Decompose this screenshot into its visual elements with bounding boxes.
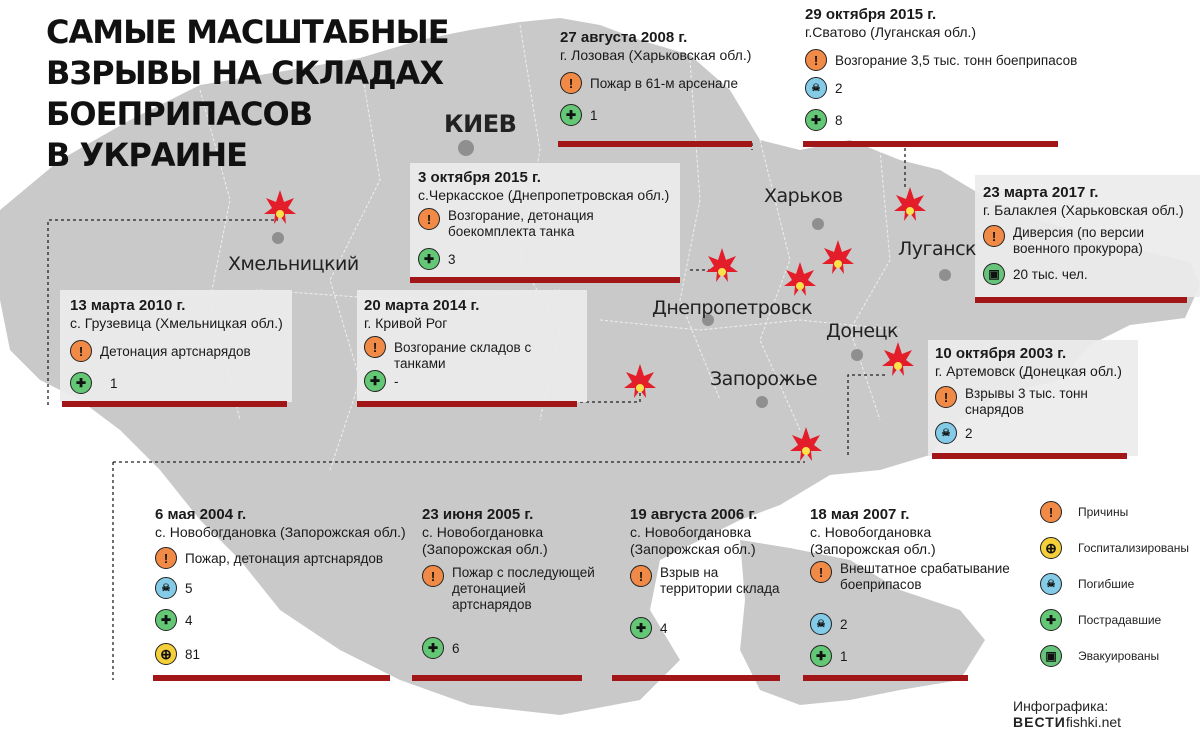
city-label-lugansk: Луганск (898, 238, 977, 260)
dead-count: 5 (185, 581, 193, 596)
exclamation-icon: ! (983, 225, 1005, 247)
cause-row (560, 72, 738, 94)
cause-row (810, 561, 1015, 593)
legend-label: Пострадавшие (1078, 613, 1162, 627)
title-line: БОЕПРИПАСОВ (46, 95, 313, 133)
watermark: fishki.net (1065, 714, 1122, 730)
exclamation-icon: ! (155, 547, 177, 569)
event-place: с. Грузевица (Хмельницкая обл.) (70, 315, 283, 331)
khmelnitsky-dot (272, 232, 284, 244)
event-date: 6 мая 2004 г. (155, 506, 247, 523)
cause-text: Пожар с последующей детонацией артснарядов (452, 565, 595, 612)
bus-icon: ▣ (983, 263, 1005, 285)
hurt-count: 8 (835, 113, 843, 128)
city-label-kharkov: Харьков (764, 185, 843, 207)
hurt-count: 1 (590, 108, 598, 123)
cause-row (422, 565, 597, 613)
skull-icon: ☠ (810, 613, 832, 635)
injured-head-icon: ✚ (810, 645, 832, 667)
bus-icon: ▣ (1040, 645, 1062, 667)
legend-label: Эвакуированы (1078, 649, 1160, 663)
city-label-zaporozhye: Запорожье (710, 368, 818, 390)
cause-row (630, 565, 790, 597)
event-date: 27 августа 2008 г. (560, 29, 688, 46)
event-place: с. Новобогдановка (Запорожская обл.) (422, 524, 548, 557)
legend-item-dead (1040, 566, 1189, 602)
evac-row (983, 263, 1088, 285)
hurt-count: 3 (448, 252, 456, 267)
kharkov-dot (812, 218, 824, 230)
event-artemovsk (935, 344, 1135, 452)
donetsk-dot (851, 349, 863, 361)
kiev-dot (458, 140, 474, 156)
cause-text: Детонация артснарядов (100, 344, 251, 359)
exclamation-icon: ! (560, 72, 582, 94)
exclamation-icon: ! (935, 386, 957, 408)
event-novobogdanovka-2007 (810, 505, 1010, 675)
event-bar (803, 141, 1058, 147)
city-label-donetsk: Донецк (826, 320, 898, 342)
event-place: г.Сватово (Луганская обл.) (805, 24, 977, 40)
legend-item-cause (1040, 494, 1189, 530)
title-line: В УКРАИНЕ (46, 136, 247, 174)
title-line: САМЫЕ МАСШТАБНЫЕ (46, 13, 449, 51)
dead-row (935, 422, 973, 444)
event-date: 29 октября 2015 г. (805, 6, 937, 23)
dead-count: 2 (835, 81, 843, 96)
cause-text: Пожар в 61-м арсенале (590, 76, 738, 91)
hurt-row (418, 248, 456, 270)
dead-row (805, 77, 843, 99)
event-cherkasskoe (418, 168, 680, 278)
dead-row (155, 577, 193, 599)
event-bar (62, 401, 287, 407)
event-bar (357, 401, 577, 407)
cause-row (70, 340, 251, 362)
cause-text: Взрыв на территории склада (660, 565, 780, 596)
event-bar (153, 675, 390, 681)
event-date: 20 марта 2014 г. (364, 297, 480, 314)
cause-text: Возгорание складов с танками (394, 340, 532, 371)
event-novobogdanovka-2005 (422, 505, 607, 675)
hurt-row (810, 645, 848, 667)
dead-count: 2 (840, 617, 848, 632)
hurt-row (364, 370, 399, 392)
hurt-count: - (394, 374, 399, 389)
event-date: 23 марта 2017 г. (983, 184, 1099, 201)
cause-text: Внештатное срабатывание боеприпасов (840, 561, 1010, 592)
event-place: г. Артемовск (Донецкая обл.) (935, 363, 1122, 379)
cause-text: Возгорание, детонация боекомплекта танка (448, 208, 594, 239)
event-bar (558, 141, 752, 147)
skull-icon: ☠ (935, 422, 957, 444)
exclamation-icon: ! (810, 561, 832, 583)
hurt-count: 4 (660, 621, 668, 636)
evac-count: 20 тыс. чел. (1013, 267, 1088, 282)
event-place: г. Лозовая (Харьковская обл.) (560, 47, 752, 63)
hurt-count: 4 (185, 613, 193, 628)
hurt-count: 1 (110, 376, 118, 391)
injured-head-icon: ✚ (805, 109, 827, 131)
exclamation-icon: ! (805, 49, 827, 71)
event-place: с.Черкасское (Днепропетровская обл.) (418, 187, 670, 203)
event-bar (412, 675, 582, 681)
legend-item-hosp (1040, 530, 1189, 566)
cause-row (418, 208, 608, 240)
exclamation-icon: ! (630, 565, 652, 587)
cause-text: Диверсия (по версии военного прокурора) (1013, 225, 1145, 256)
event-novobogdanovka-2004 (155, 505, 415, 675)
exclamation-icon: ! (70, 340, 92, 362)
event-novobogdanovka-2006 (630, 505, 800, 675)
event-bar (410, 277, 680, 283)
page-title (46, 12, 449, 176)
cause-row (155, 547, 383, 569)
skull-icon: ☠ (155, 577, 177, 599)
event-place: г. Балаклея (Харьковская обл.) (983, 202, 1184, 218)
title-line: ВЗРЫВЫ НА СКЛАДАХ (46, 54, 444, 92)
exclamation-icon: ! (1040, 501, 1062, 523)
legend (1040, 494, 1189, 674)
event-place: с. Новобогдановка (Запорожская обл.) (155, 524, 406, 540)
hosp-count: 81 (185, 647, 201, 662)
event-place: с. Новобогдановка (Запорожская обл.) (810, 524, 936, 557)
zaporozhye-dot (756, 396, 768, 408)
cause-row (805, 49, 1077, 71)
event-place: с. Новобогдановка (Запорожская обл.) (630, 524, 756, 557)
event-date: 23 июня 2005 г. (422, 506, 534, 523)
injured-head-icon: ✚ (418, 248, 440, 270)
event-bar (803, 675, 968, 681)
city-label-dnepropetrovsk: Днепропетровск (652, 297, 813, 319)
event-date: 19 августа 2006 г. (630, 506, 758, 523)
hurt-row (155, 609, 193, 631)
dead-row (810, 613, 848, 635)
hurt-count: 1 (840, 649, 848, 664)
event-bar (612, 675, 780, 681)
event-place: г. Кривой Рог (364, 315, 448, 331)
skull-icon: ☠ (805, 77, 827, 99)
event-bar (975, 297, 1187, 303)
injured-head-icon: ✚ (70, 372, 92, 394)
event-svatovo (805, 5, 1105, 145)
dead-count: 2 (965, 426, 973, 441)
legend-item-evac (1040, 638, 1189, 674)
legend-item-hurt (1040, 602, 1189, 638)
cause-row (983, 225, 1163, 257)
city-label-khmelnitsky: Хмельницкий (228, 253, 359, 275)
skull-icon: ☠ (1040, 573, 1062, 595)
exclamation-icon: ! (422, 565, 444, 587)
injured-head-icon: ✚ (630, 617, 652, 639)
event-gruzevitsa (70, 296, 290, 400)
injured-head-icon: ✚ (364, 370, 386, 392)
injured-head-icon: ✚ (560, 104, 582, 126)
exclamation-icon: ! (364, 336, 386, 358)
credit (1013, 698, 1200, 730)
stretcher-icon: ⊕ (1040, 537, 1062, 559)
legend-label: Госпитализированы (1078, 541, 1190, 555)
credit-brand: ВЕСТИ (1013, 714, 1066, 730)
hurt-count: 6 (452, 641, 460, 656)
cause-row (364, 336, 584, 372)
event-date: 3 октября 2015 г. (418, 169, 541, 186)
exclamation-icon: ! (418, 208, 440, 230)
stretcher-icon: ⊕ (155, 643, 177, 665)
hurt-row (70, 372, 118, 394)
cause-text: Пожар, детонация артснарядов (185, 551, 384, 566)
event-lozovaya (560, 28, 790, 152)
legend-label: Причины (1078, 505, 1129, 519)
event-date: 10 октября 2003 г. (935, 345, 1067, 362)
cause-row (935, 386, 1105, 418)
injured-head-icon: ✚ (1040, 609, 1062, 631)
hurt-row (630, 617, 668, 639)
event-date: 18 мая 2007 г. (810, 506, 910, 523)
hosp-row (155, 643, 200, 665)
legend-label: Погибшие (1078, 577, 1135, 591)
injured-head-icon: ✚ (422, 637, 444, 659)
event-bar (932, 453, 1127, 459)
lugansk-dot (939, 269, 951, 281)
cause-text: Взрывы 3 тыс. тонн снарядов (965, 386, 1088, 417)
hurt-row (805, 109, 843, 131)
hurt-row (560, 104, 598, 126)
event-krivoy-rog (364, 296, 584, 400)
event-date: 13 марта 2010 г. (70, 297, 186, 314)
injured-head-icon: ✚ (155, 609, 177, 631)
hurt-row (422, 637, 460, 659)
cause-text: Возгорание 3,5 тыс. тонн боеприпасов (835, 53, 1078, 68)
credit-label: Инфографика: (1013, 698, 1109, 714)
city-label-kiev: КИЕВ (444, 110, 517, 138)
event-balakleya (983, 183, 1198, 293)
